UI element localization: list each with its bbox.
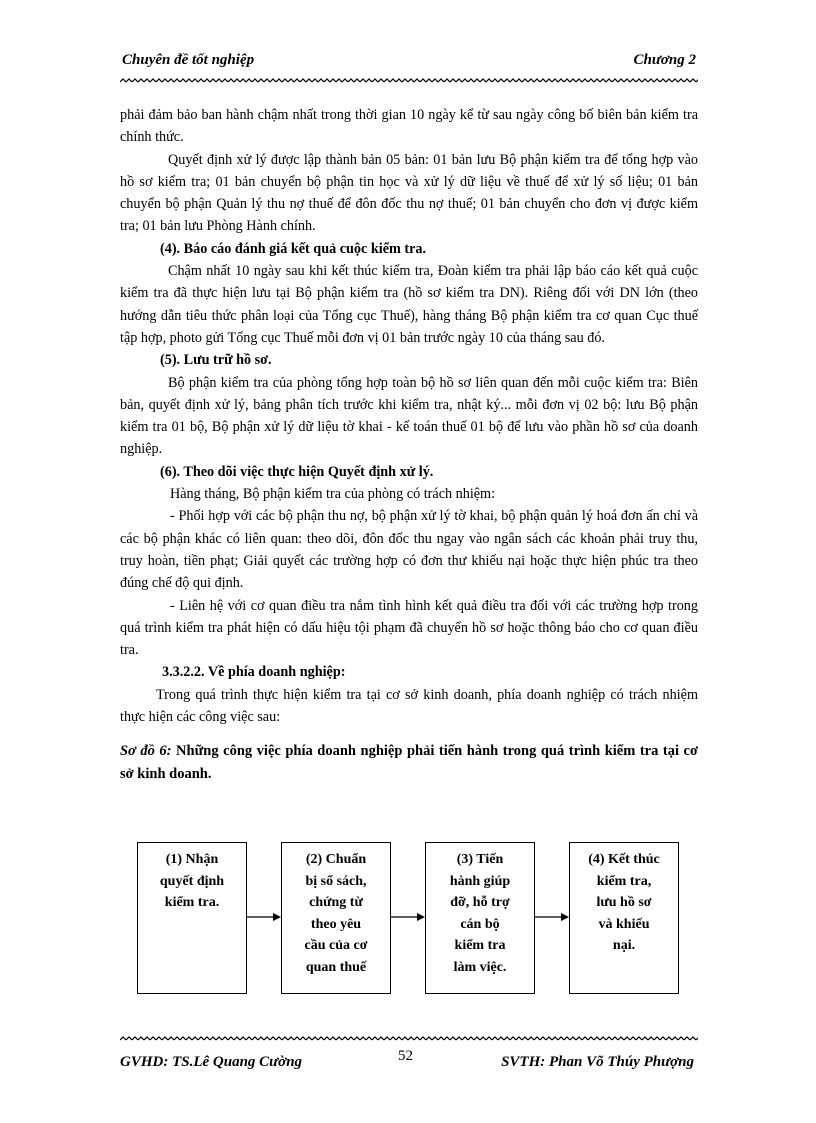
section-heading: (6). Theo dõi việc thực hiện Quyết định xử lý. xyxy=(160,463,434,480)
body-text xyxy=(120,104,698,728)
step-text: theo yêu xyxy=(310,916,362,932)
step-text: kiểm tra xyxy=(454,938,506,953)
step-text: nại. xyxy=(612,938,636,953)
flow-arrow-2 xyxy=(391,912,425,922)
diagram-label: Sơ đồ 6: xyxy=(120,743,172,759)
footer-divider xyxy=(120,1036,698,1042)
paragraph: - Phối hợp với các bộ phận thu nợ, bộ phận xử lý tờ khai, bộ phận quản lý hoá đơn ấn chỉ và các bộ phận khác có liên quan: theo dõi, đôn đốc thu ngay vào ngân sách các khoản phải truy thu, truy hoàn, tiền phạt; Giải quyết các trường hợp có đơn thư khiếu nại hoặc thực hiện phúc tra theo đúng chế độ qui định. xyxy=(120,508,698,592)
paragraph: phải đảm bảo ban hành chậm nhất trong thời gian 10 ngày kể từ sau ngày công bố biên bản kiểm tra chính thức. xyxy=(120,107,698,146)
step-text: và khiếu xyxy=(598,916,650,932)
diagram-caption xyxy=(120,740,698,786)
flow-step-3 xyxy=(425,842,535,994)
paragraph: Hàng tháng, Bộ phận kiểm tra của phòng có trách nhiệm: xyxy=(170,486,496,503)
step-text: cán bộ xyxy=(460,916,500,932)
step-text: (4) Kết thúc xyxy=(588,852,660,867)
step-text: đỡ, hỗ trợ xyxy=(450,895,510,910)
diagram-title: Những công việc phía doanh nghiệp phải tiến hành trong quá trình kiểm tra tại cơ sở kinh doanh. xyxy=(120,743,699,782)
footer-advisor: GVHD: TS.Lê Quang Cường xyxy=(120,1054,303,1070)
step-text: kiểm tra, xyxy=(596,873,652,889)
step-text: làm việc. xyxy=(453,959,507,975)
step-text: quan thuế xyxy=(305,959,367,975)
step-text: (3) Tiến xyxy=(456,852,504,867)
section-heading: (5). Lưu trữ hồ sơ. xyxy=(160,352,272,369)
page-header xyxy=(120,52,698,76)
flow-step-1 xyxy=(137,842,247,994)
header-title: Chuyên đề tốt nghiệp xyxy=(122,52,255,68)
section-heading: (4). Báo cáo đánh giá kết quả cuộc kiểm tra. xyxy=(160,240,427,257)
step-text: hành giúp xyxy=(449,873,511,889)
paragraph: Chậm nhất 10 ngày sau khi kết thúc kiểm tra, Đoàn kiểm tra phải lập báo cáo kết quả cuộc kiểm tra đã thực hiện lưu tại Bộ phận kiểm tra (hồ sơ kiểm tra DN). Riêng đối với DN lớn (theo hướng dẫn tiêu thức phân loại của Tổng cục Thuế), hàng tháng Bộ phận kiểm tra cơ quan Cục thuế tập hợp, photo gửi Tổng cục Thuế mỗi đơn vị 01 bản trước ngày 10 của tháng sau đó. xyxy=(120,263,698,346)
flow-arrow-1 xyxy=(247,912,281,922)
flow-step-4 xyxy=(569,842,679,994)
paragraph: - Liên hệ với cơ quan điều tra nắm tình hình kết quả điều tra đối với các trường hợp trong quá trình kiểm tra phát hiện có dấu hiệu tội phạm đã chuyển hồ sơ hoặc thông báo cho cơ quan điều tra. xyxy=(120,597,698,659)
header-chapter: Chương 2 xyxy=(633,52,696,68)
page-number: 52 xyxy=(398,1048,413,1064)
footer-student: SVTH: Phan Võ Thúy Phượng xyxy=(501,1054,694,1070)
paragraph: Quyết định xử lý được lập thành bản 05 bản: 01 bản lưu Bộ phận kiểm tra để tổng hợp vào hồ sơ kiểm tra; 01 bản chuyển bộ phận tin học và xử lý dữ liệu về thuế để xử lý số liệu; 01 bản chuyển bộ phận Quản lý thu nợ thuế để đôn đốc thu nợ thuế; 01 bản chuyển cho đơn vị được kiểm tra; 01 bản lưu Phòng Hành chính. xyxy=(120,151,698,235)
page-footer xyxy=(120,1048,698,1076)
step-text: lưu hồ sơ xyxy=(596,895,652,910)
step-text: kiểm tra. xyxy=(164,895,220,910)
section-heading: 3.3.2.2. Về phía doanh nghiệp: xyxy=(162,664,346,681)
step-text: bị sổ sách, xyxy=(305,873,367,889)
step-text: cầu của cơ xyxy=(304,938,368,953)
header-divider xyxy=(120,78,698,84)
step-text: (1) Nhận xyxy=(165,852,219,867)
paragraph: Trong quá trình thực hiện kiểm tra tại cơ sở kinh doanh, phía doanh nghiệp có trách nhiệm thực hiện các công việc sau: xyxy=(120,686,698,726)
step-text: quyết định xyxy=(159,873,225,889)
paragraph: Bộ phận kiểm tra của phòng tổng hợp toàn bộ hồ sơ liên quan đến mỗi cuộc kiểm tra: Biên bản, quyết định xử lý, bảng phân tích trước khi kiểm tra, nhật ký... mỗi đơn vị 02 bộ: lưu Bộ phận kiểm tra 01 bộ, Bộ phận xử lý dữ liệu tờ khai - kế toán thuế 01 bộ để lưu vào phần hồ sơ của doanh nghiệp. xyxy=(120,374,698,458)
step-text: chứng từ xyxy=(309,895,363,910)
step-text: (2) Chuẩn xyxy=(305,852,367,867)
flow-arrow-3 xyxy=(535,912,569,922)
flow-step-2 xyxy=(281,842,391,994)
